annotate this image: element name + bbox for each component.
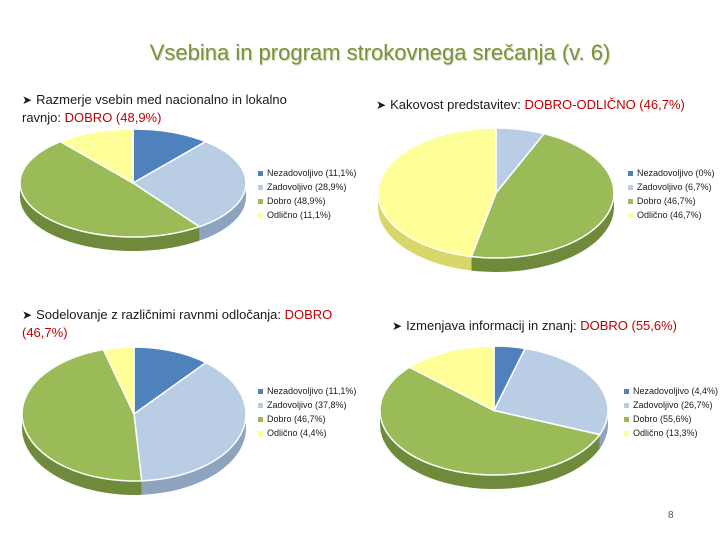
legend-label: Dobro (46,7%)	[637, 196, 696, 206]
chart-3-legend-item-dobro	[258, 412, 356, 426]
legend-label: Zadovoljivo (26,7%)	[633, 400, 713, 410]
legend-swatch	[258, 389, 263, 394]
chart-2-pie	[376, 127, 616, 273]
chart-1-heading	[22, 91, 322, 126]
chart-2-legend-item-zadovoljivo	[628, 180, 715, 194]
legend-swatch	[258, 171, 263, 176]
legend-swatch	[624, 417, 629, 422]
chart-2-highlight: DOBRO-ODLIČNO (46,7%)	[524, 97, 685, 112]
chart-4-heading	[392, 317, 720, 335]
chart-3-heading-text: Sodelovanje z različnimi ravnmi odločanja:	[36, 307, 285, 322]
legend-label: Dobro (55,6%)	[633, 414, 692, 424]
legend-swatch	[628, 213, 633, 218]
legend-label: Zadovoljivo (37,8%)	[267, 400, 347, 410]
chart-1-legend-item-odlicno	[258, 208, 356, 222]
chart-4-pie	[378, 345, 610, 490]
chart-1-legend-item-zadovoljivo	[258, 180, 356, 194]
chart-4-legend-item-nezadovoljivo	[624, 384, 718, 398]
legend-label: Nezadovoljivo (0%)	[637, 168, 715, 178]
slide-title: Vsebina in program strokovnega srečanja (v. 6)	[149, 40, 611, 65]
chart-2-legend-item-dobro	[628, 194, 715, 208]
legend-swatch	[258, 403, 263, 408]
legend-swatch	[628, 185, 633, 190]
legend-label: Nezadovoljivo (4,4%)	[633, 386, 719, 396]
legend-label: Nezadovoljivo (11,1%)	[267, 168, 357, 178]
arrow-bullet-icon: ➤	[392, 319, 403, 333]
legend-swatch	[258, 185, 263, 190]
chart-4-legend-item-odlicno	[624, 426, 718, 440]
chart-3-highlight: DOBRO (46,7%)	[22, 307, 333, 340]
chart-1-highlight: DOBRO (48,9%)	[64, 110, 162, 125]
legend-label: Odlično (11,1%)	[267, 210, 331, 220]
legend-swatch	[624, 403, 629, 408]
chart-1-legend-item-nezadovoljivo	[258, 166, 356, 180]
chart-4-legend-item-zadovoljivo	[624, 398, 718, 412]
chart-2-legend-item-nezadovoljivo	[628, 166, 715, 180]
legend-label: Odlično (46,7%)	[637, 210, 702, 220]
legend-label: Zadovoljivo (6,7%)	[637, 182, 712, 192]
chart-3-pie	[20, 346, 248, 496]
chart-4-legend-item-dobro	[624, 412, 718, 426]
chart-3-legend	[258, 384, 356, 440]
legend-label: Dobro (48,9%)	[267, 196, 326, 206]
chart-2-legend-item-odlicno	[628, 208, 715, 222]
legend-swatch	[624, 431, 629, 436]
legend-swatch	[258, 199, 263, 204]
legend-label: Odlično (4,4%)	[267, 428, 327, 438]
chart-4-heading-text: Izmenjava informacij in znanj:	[406, 318, 581, 333]
chart-3-heading	[22, 306, 342, 341]
chart-1-pie	[18, 128, 248, 252]
chart-2-heading-text: Kakovost predstavitev:	[390, 97, 525, 112]
chart-1-legend	[258, 166, 356, 222]
legend-label: Nezadovoljivo (11,1%)	[267, 386, 357, 396]
arrow-bullet-icon: ➤	[22, 308, 33, 322]
chart-4-highlight: DOBRO (55,6%)	[580, 318, 678, 333]
chart-3-legend-item-odlicno	[258, 426, 356, 440]
page-number: 8	[668, 510, 674, 521]
chart-3-legend-item-nezadovoljivo	[258, 384, 356, 398]
arrow-bullet-icon: ➤	[22, 93, 33, 107]
chart-3-legend-item-zadovoljivo	[258, 398, 356, 412]
legend-swatch	[624, 389, 629, 394]
legend-label: Dobro (46,7%)	[267, 414, 326, 424]
chart-2-legend	[628, 166, 715, 222]
legend-swatch	[258, 213, 263, 218]
chart-1-heading-text: Razmerje vsebin med nacionalno in lokalno ravnjo:	[22, 92, 287, 125]
legend-label: Zadovoljivo (28,9%)	[267, 182, 347, 192]
legend-swatch	[258, 417, 263, 422]
legend-swatch	[628, 199, 633, 204]
arrow-bullet-icon: ➤	[376, 98, 387, 112]
chart-2-heading	[376, 96, 716, 114]
legend-label: Odlično (13,3%)	[633, 428, 698, 438]
legend-swatch	[628, 171, 633, 176]
legend-swatch	[258, 431, 263, 436]
chart-1-legend-item-dobro	[258, 194, 356, 208]
chart-4-legend	[624, 384, 718, 440]
